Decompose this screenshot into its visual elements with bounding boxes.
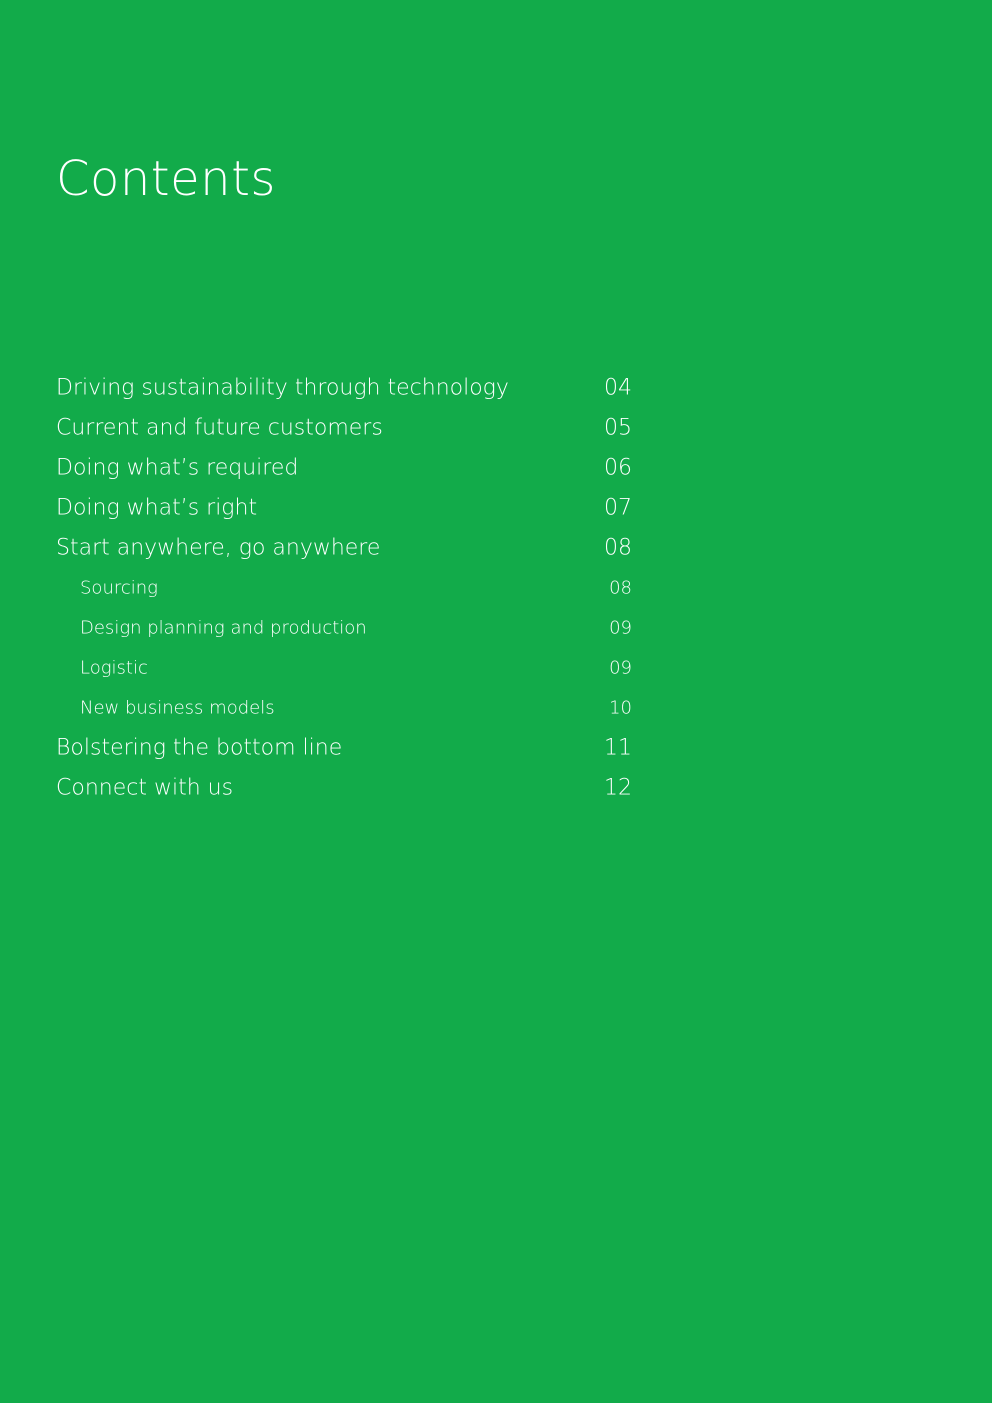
page-title: Contents (56, 151, 276, 207)
toc-entry-doing-whats-right[interactable] (56, 488, 634, 528)
toc-entry-doing-whats-required[interactable] (56, 448, 634, 488)
toc-entry-driving-sustainability[interactable] (56, 368, 634, 408)
toc-subentry-design-planning[interactable] (56, 608, 634, 648)
toc-entry-start-anywhere[interactable] (56, 528, 634, 568)
toc-subentry-logistic[interactable] (56, 648, 634, 688)
toc-entry-current-and-future-customers[interactable] (56, 408, 634, 448)
toc-subentry-page-number: 09 (609, 657, 632, 679)
toc-entry-title: Current and future customers (56, 415, 383, 441)
toc-entry-page-number: 04 (604, 375, 632, 401)
toc-subentry-new-business-models[interactable] (56, 688, 634, 728)
toc-entry-bolstering-bottom-line[interactable] (56, 728, 634, 768)
toc-subentry-page-number: 09 (609, 617, 632, 639)
toc-entry-title: Start anywhere, go anywhere (56, 535, 381, 561)
toc-subentry-title: Design planning and production (80, 617, 367, 639)
toc-entry-connect-with-us[interactable] (56, 768, 634, 808)
toc-entry-page-number: 08 (604, 535, 632, 561)
toc-entry-page-number: 05 (604, 415, 632, 441)
toc-subentry-title: Logistic (80, 657, 148, 679)
toc-entry-title: Connect with us (56, 775, 234, 801)
toc-subentry-sourcing[interactable] (56, 568, 634, 608)
toc-subentry-page-number: 08 (609, 577, 632, 599)
toc-subentry-title: Sourcing (80, 577, 158, 599)
toc-entry-title: Bolstering the bottom line (56, 735, 343, 761)
toc-subentry-page-number: 10 (609, 697, 632, 719)
toc-entry-title: Doing what’s right (56, 495, 258, 521)
toc-entry-title: Doing what’s required (56, 455, 299, 481)
toc-entry-title: Driving sustainability through technology (56, 375, 509, 401)
toc-entry-page-number: 11 (604, 735, 632, 761)
toc-entry-page-number: 12 (604, 775, 632, 801)
toc-entry-page-number: 06 (604, 455, 632, 481)
toc-entry-page-number: 07 (604, 495, 632, 521)
toc-subentry-title: New business models (80, 697, 275, 719)
table-of-contents (56, 368, 634, 808)
